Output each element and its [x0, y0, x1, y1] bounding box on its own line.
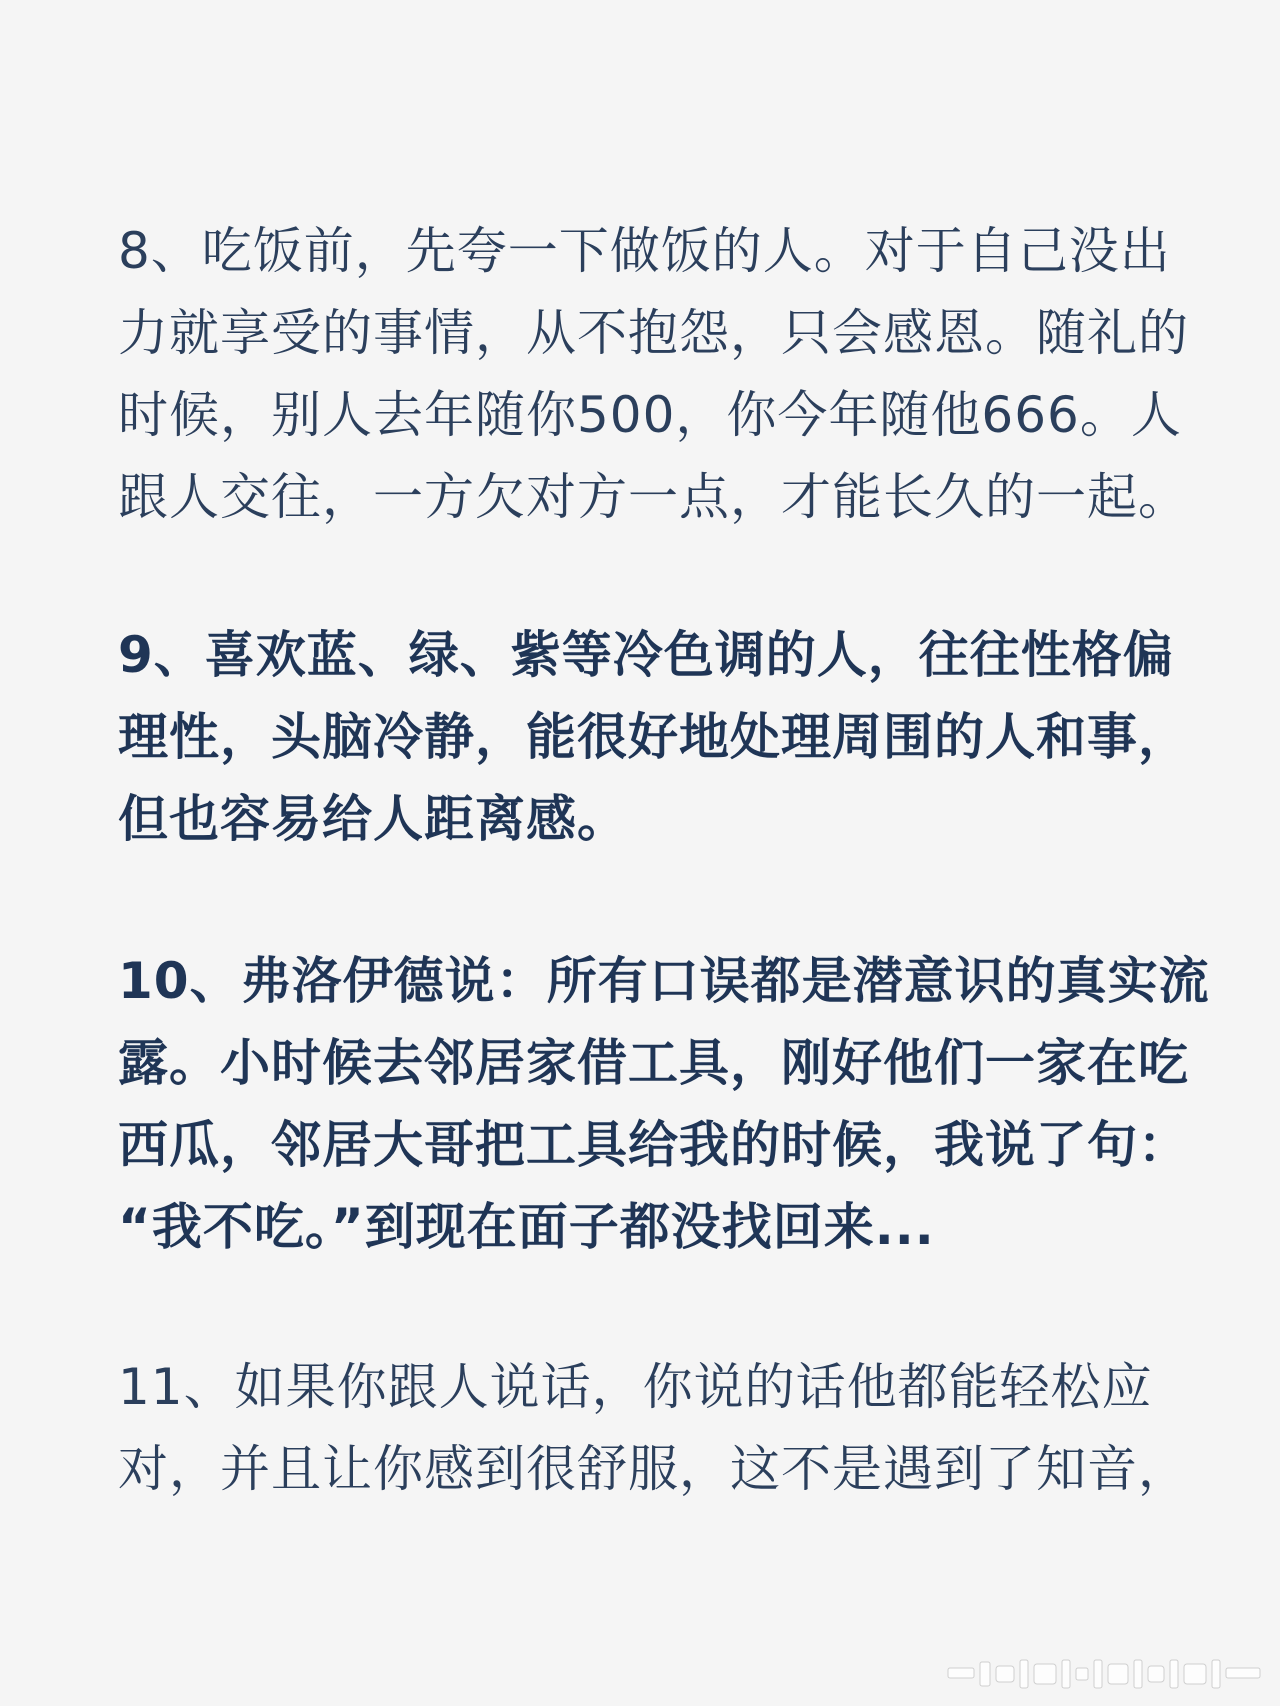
paragraph-line: 8、吃饭前，先夸一下做饭的人。对于自己没出	[118, 222, 1171, 280]
paragraph-8	[118, 210, 1189, 538]
paragraph-line: 理性，头脑冷静，能很好地处理周围的人和事，	[118, 708, 1189, 766]
paragraph-line: 跟人交往，一方欠对方一点，才能长久的一起。	[118, 468, 1189, 526]
paragraph-line: 力就享受的事情，从不抱怨，只会感恩。随礼的	[118, 304, 1189, 362]
paragraph-10	[118, 940, 1210, 1268]
paragraph-line: 西瓜，邻居大哥把工具给我的时候，我说了句：	[118, 1116, 1189, 1174]
paragraph-line: 对，并且让你感到很舒服，这不是遇到了知音，	[118, 1440, 1189, 1498]
paragraph-line: 9、喜欢蓝、绿、紫等冷色调的人，往往性格偏	[118, 626, 1174, 684]
paragraph-line: 露。小时候去邻居家借工具，刚好他们一家在吃	[118, 1034, 1189, 1092]
paragraph-line: “我不吃。”到现在面子都没找回来...	[118, 1198, 935, 1256]
paragraph-line: 但也容易给人距离感。	[118, 790, 628, 848]
watermark-logo	[940, 1654, 1270, 1694]
paragraph-11	[118, 1346, 1189, 1510]
paragraph-line: 10、弗洛伊德说：所有口误都是潜意识的真实流	[118, 952, 1210, 1010]
paragraph-line: 时候，别人去年随你500，你今年随他666。人	[118, 386, 1182, 444]
paragraph-9	[118, 614, 1189, 860]
paragraph-line: 11、如果你跟人说话，你说的话他都能轻松应	[118, 1358, 1153, 1416]
